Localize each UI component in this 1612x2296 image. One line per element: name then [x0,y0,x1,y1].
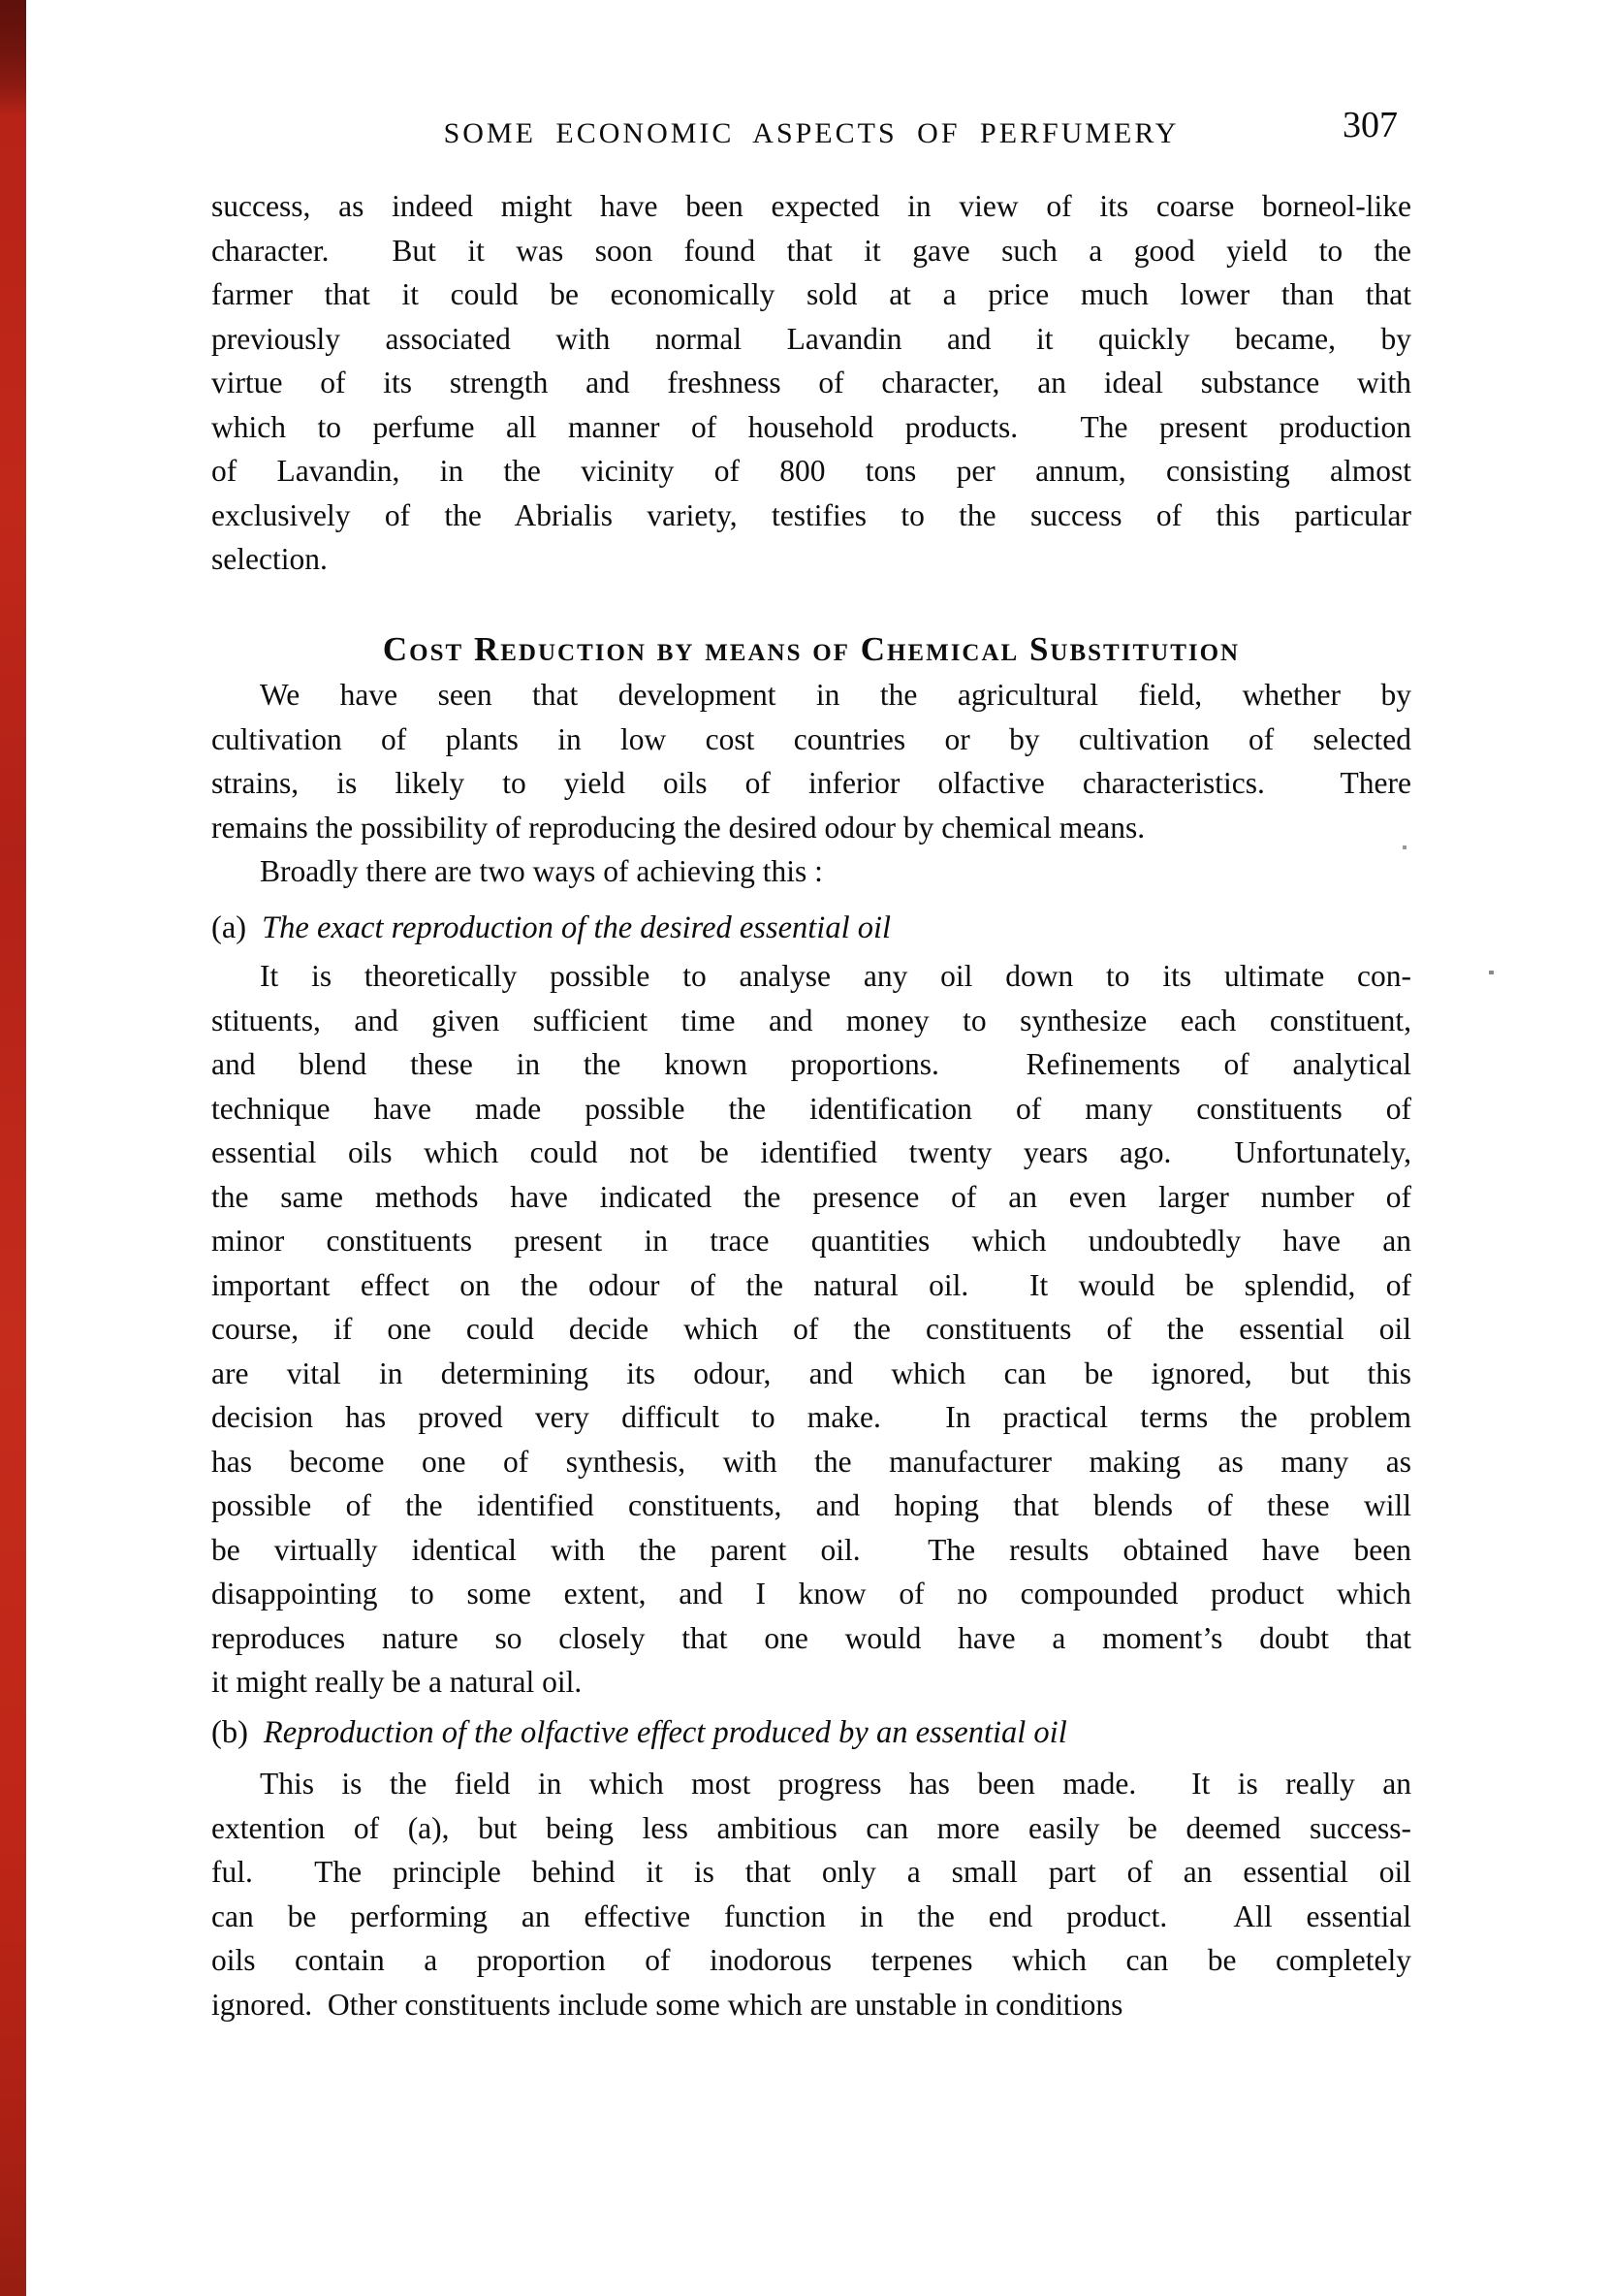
item-b-marker: (b) [211,1715,248,1750]
text-line: disappointing to some extent, and I know of no compounded product which [211,1577,1411,1610]
text-line: minor constituents present in trace quantities which undoubtedly have an [211,1224,1411,1258]
text-line: and blend these in the known proportions. Refinements of analytical [211,1047,1411,1081]
text-line: ignored. Other constituents include some which are unstable in conditions [211,1987,1123,2022]
item-heading-a [211,909,1411,947]
item-b-title: Reproduction of the olfactive effect produced by an essential oil [263,1715,1067,1750]
text-line: remains the possibility of reproducing the desired odour by chemical means. [211,810,1146,845]
text-line: strains, is likely to yield oils of inferior olfactive characteristics. There [211,766,1411,800]
running-head-title: SOME ECONOMIC ASPECTS OF PERFUMERY [443,117,1180,149]
item-a-marker: (a) [211,910,247,945]
text-line: are vital in determining its odour, and which can be ignored, but this [211,1355,1411,1390]
text-line: success, as indeed might have been expected in view of its coarse borneol-like [211,189,1411,223]
scan-speck [1489,971,1494,974]
text-line: farmer that it could be economically sold at a price much lower than that [211,277,1411,311]
text-line: We have seen that development in the agricultural field, whether by [260,678,1411,712]
text-line: This is the field in which most progress has been made. It is really an [260,1767,1411,1801]
text-line: has become one of synthesis, with the manufacturer making as many as [211,1444,1411,1479]
paragraph-it-is-theoretically [211,954,1411,1705]
text-line: technique have made possible the identification of many constituents of [211,1091,1411,1126]
paragraph-we-have-seen [211,673,1411,849]
scan-speck [1403,845,1407,849]
text-line: the same methods have indicated the presence of an even larger number of [211,1179,1411,1214]
text-line: which to perfume all manner of household products. The present production [211,409,1411,444]
paragraph-success-continuation [211,184,1411,582]
text-line: essential oils which could not be identified twenty years ago. Unfortunately, [211,1135,1411,1169]
text-line: Broadly there are two ways of achieving this : [260,854,823,888]
text-line: oils contain a proportion of inodorous terpenes which can be completely [211,1943,1411,1977]
paragraph-this-is-the-field [211,1762,1411,2026]
item-a-title: The exact reproduction of the desired essential oil [262,910,892,945]
text-line: exclusively of the Abrialis variety, testifies to the success of this particular [211,497,1411,532]
paragraph-broadly [211,849,1411,894]
text-line: it might really be a natural oil. [211,1665,583,1699]
text-line: possible of the identified constituents, and hoping that blends of these will [211,1488,1411,1522]
text-line: character. But it was soon found that it gave such a good yield to the [211,233,1411,268]
text-line: decision has proved very difficult to make. In practical terms the problem [211,1400,1411,1434]
text-line: be virtually identical with the parent oil. The results obtained have been [211,1532,1411,1567]
text-line: selection. [211,542,328,576]
text-line: can be performing an effective function in the end product. All essential [211,1898,1411,1933]
text-line: stituents, and given sufficient time and money to synthesize each constituent, [211,1003,1411,1037]
text-line: reproduces nature so closely that one would have a moment’s doubt that [211,1620,1411,1655]
book-edge-stripe [0,0,26,2296]
page-number: 307 [1343,105,1398,145]
text-line: important effect on the odour of the natural oil. It would be splendid, of [211,1267,1411,1302]
section-heading-cost-reduction: Cost Reduction by means of Chemical Substitution [382,630,1241,669]
item-heading-b [211,1714,1411,1752]
text-line: course, if one could decide which of the constituents of the essential oil [211,1312,1411,1346]
text-line: previously associated with normal Lavandin and it quickly became, by [211,321,1411,356]
text-line: virtue of its strength and freshness of character, an ideal substance with [211,366,1411,399]
text-line: of Lavandin, in the vicinity of 800 tons per annum, consisting almost [211,454,1411,488]
text-line: cultivation of plants in low cost countries or by cultivation of selected [211,721,1411,756]
text-line: ful. The principle behind it is that only a small part of an essential oil [211,1855,1411,1889]
text-line: It is theoretically possible to analyse any oil down to its ultimate con- [260,959,1411,993]
text-line: extention of (a), but being less ambitious can more easily be deemed success- [211,1810,1411,1845]
